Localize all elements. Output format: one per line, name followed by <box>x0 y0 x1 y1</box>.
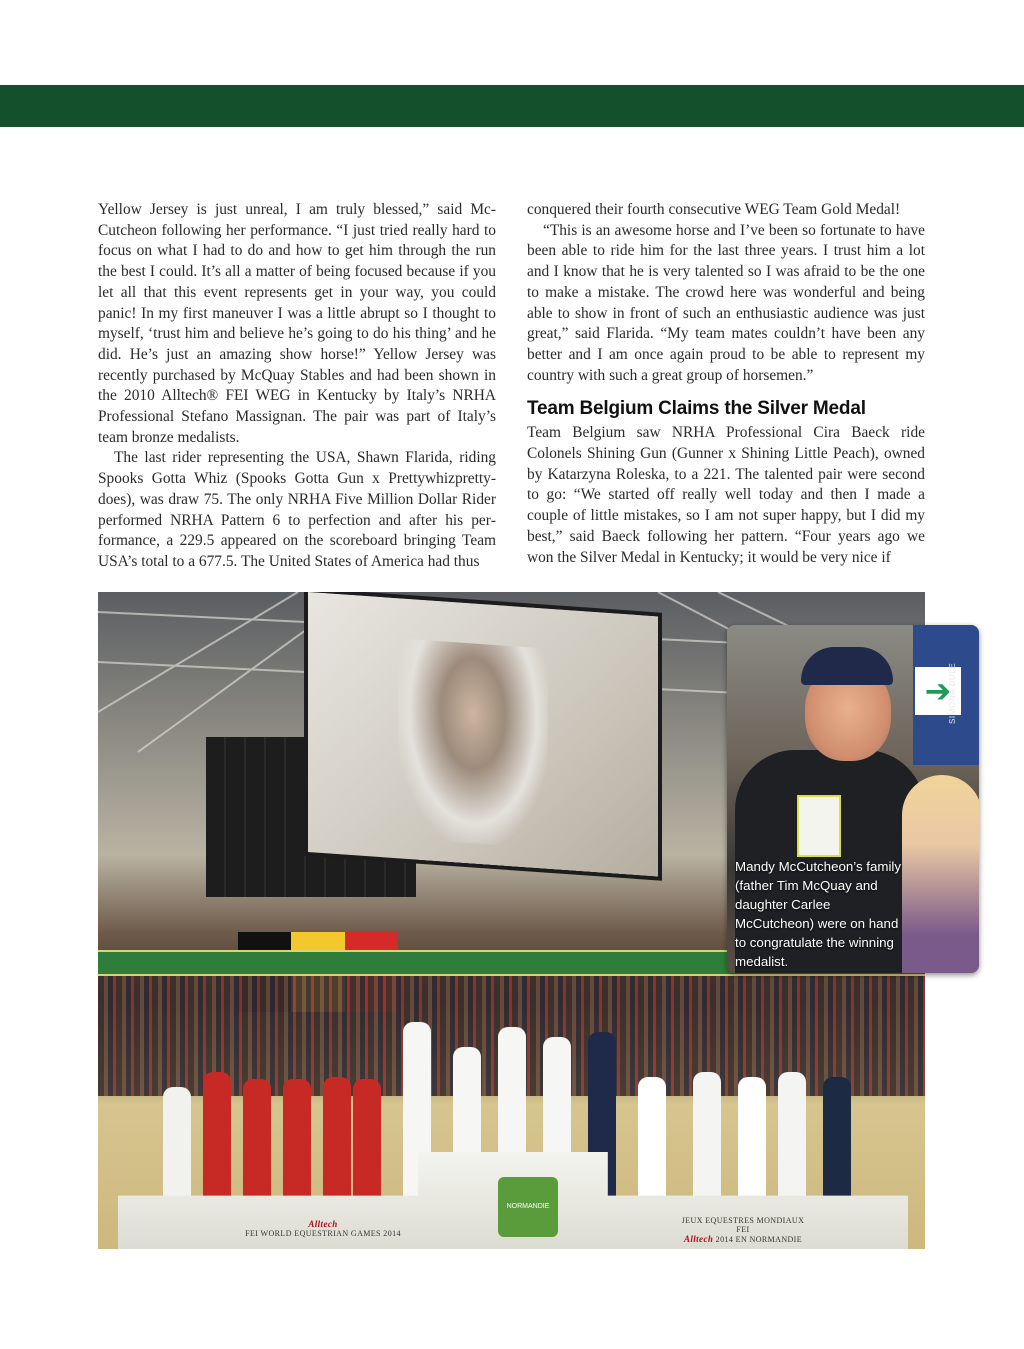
article-column-right <box>527 200 925 568</box>
sponsor-brand: Alltech <box>308 1219 338 1229</box>
rider-on-screen <box>398 638 548 848</box>
article-paragraph: Team Belgium saw NRHA Professional Cira Baeck ride Colonels Shining Gun (Gunner x Shining Little Peach), owned by Katarzyna Roleska, to a 221. The talented pair were second to go: “We started off really well today and then I made a couple of little mistakes, so I am not super happy, but I did my best,” said Baeck following her pattern. “Four years ago we won the Silver Medal in Kentucky; it would be very nice if <box>527 424 925 566</box>
section-heading: Team Belgium Claims the Silver Medal <box>527 398 866 420</box>
article-paragraph: conquered their fourth consecutive WEG Team Gold Medal! <box>527 201 901 218</box>
family-inset-photo <box>727 625 979 973</box>
article-paragraph: “This is an awesome horse and I’ve been so fortunate to have been able to ride him for the last three years. I trust him a lot and I know that he is very talented so I was afraid to be the one to make a mistake. The crowd here was wonderful and being able to show in front of such an enthusiastic audience was just great,” said Flarida. “My team mates couldn’t have been any better and I am once again proud to be able to represent my country with such a great group of horsemen.” <box>527 221 925 384</box>
rider-figure <box>163 1087 191 1197</box>
rider-figure <box>283 1079 311 1197</box>
rider-figure <box>638 1077 666 1197</box>
sponsor-text: JEUX EQUESTRES MONDIAUX FEI <box>681 1216 805 1234</box>
man-cap <box>801 647 893 685</box>
rider-figure <box>323 1077 351 1197</box>
header-band <box>0 85 1024 127</box>
rider-figure <box>243 1079 271 1197</box>
jumbotron-screen <box>308 592 658 876</box>
rider-figure <box>823 1077 851 1197</box>
sponsor-text: FEI WORLD EQUESTRIAN GAMES 2014 <box>245 1229 401 1238</box>
rider-figure <box>203 1072 231 1197</box>
rider-figure <box>778 1072 806 1197</box>
sponsor-board-left <box>223 1219 423 1238</box>
sponsor-brand: Alltech <box>683 1234 714 1244</box>
credential-badge <box>797 795 841 857</box>
rider-figure <box>693 1072 721 1197</box>
article-paragraph: Yellow Jersey is just unreal, I am truly blessed,” said McCutcheon following her performance. “I just tried really hard to focus on what I had to do and how to get him through the run the best I could. It’s all a matter of being focused because if you let all that this event represents get in your way, you could panic! In my first maneuver I was a little abrupt so I thought to myself, ‘trust him and believe he’s going to do his thing’ and he did. He’s just an amazing show horse!” Yellow Jersey was recently purchased by McQuay Stables and had been shown in the 2010 Alltech® FEI WEG in Kentucky by Italy’s NRHA Professional Stefano Massignan. The pair was part of Italy’s team bronze medalists. <box>98 201 496 446</box>
article-paragraph: The last rider representing the USA, Shawn Flarida, riding Spooks Gotta Whiz (Spooks Gotta Gun x Prettywhizprettydoes), was draw 75. The only NRHA Five Million Dollar Rider performed NRHA Pattern 6 to perfection and after his performance, a 229.5 appeared on the scoreboard bringing Team USA’s total to a 677.5. The United States of America had thus <box>98 449 496 570</box>
girl-figure <box>902 775 979 973</box>
sponsor-board-right <box>678 1216 808 1244</box>
article-column-left <box>98 200 496 573</box>
normandie-logo: NORMANDIE <box>498 1177 558 1237</box>
rider-figure <box>353 1079 381 1197</box>
rider-figure <box>738 1077 766 1197</box>
photo-caption: Mandy McCutcheon’s family (father Tim McQuay and daughter Carlee McCutcheon) were on hand to congratulate the winning medalist. <box>735 859 902 969</box>
photo-credit: SIMONA DULE <box>948 662 957 724</box>
sponsor-text: 2014 EN NORMANDIE <box>715 1235 803 1244</box>
arrow-right-icon: ➔ <box>915 667 961 715</box>
